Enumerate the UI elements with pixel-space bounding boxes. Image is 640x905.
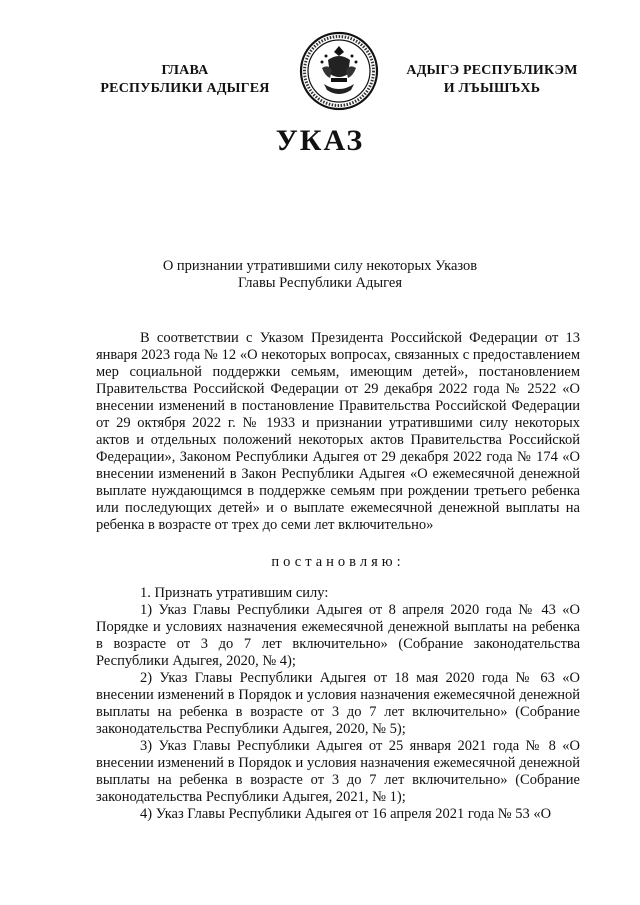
point-1-heading: 1. Признать утратившим силу:: [140, 585, 329, 601]
coat-of-arms-emblem: [298, 30, 380, 112]
header-left-line2: РЕСПУБЛИКИ АДЫГЕЯ: [100, 81, 270, 96]
document-subject: [110, 258, 530, 292]
list-item: 3) Указ Главы Республики Адыгея от 25 января 2021 года № 8 «О внесении изменений в Порядок и условия назначения ежемесячной денежной выплаты на ребенка в возрасте от 3 до 7 лет включительно» (Собрание законодательства Республики Адыгея, 2021, № 1);: [96, 738, 580, 805]
header-right-line1: АДЫГЭ РЕСПУБЛИКЭМ: [406, 63, 578, 78]
header-left: [70, 62, 300, 98]
header-right: [392, 62, 592, 98]
subject-line2: Главы Республики Адыгея: [238, 275, 402, 291]
header-right-line2: И ЛЪЫШЪХЬ: [443, 81, 541, 96]
decree-word: постановляю:: [271, 554, 405, 570]
preamble-paragraph: В соответствии с Указом Президента Российской Федерации от 13 января 2023 года № 12 «О некоторых вопросах, связанных с предоставлением мер социальной поддержки семьям, имеющим детей», постановлением Правительства Российской Федерации от 29 декабря 2022 года № 2522 «О внесении изменений в постановление Правительства Российской Федерации от 29 октября 2022 г. № 1933 и признании утратившими силу некоторых актов и отдельных положений некоторых актов Правительства Российской Федерации», Законом Республики Адыгея от 29 декабря 2022 года № 174 «О внесении изменений в Закон Республики Адыгея «О ежемесячной денежной выплате нуждающимся в поддержке семьям при рождении третьего ребенка или последующих детей» и о выплате ежемесячной денежной выплаты на ребенка в возрасте от трех до семи лет включительно»: [96, 330, 580, 533]
header-left-line1: ГЛАВА: [161, 63, 209, 78]
list-item: 2) Указ Главы Республики Адыгея от 18 мая 2020 года № 63 «О внесении изменений в Порядок и условия назначения ежемесячной денежной выплаты на ребенка в возрасте от 3 до 7 лет включительно» (Собрание законодательства Республики Адыгея, 2020, № 5);: [96, 670, 580, 737]
list-item: 4) Указ Главы Республики Адыгея от 16 апреля 2021 года № 53 «О: [140, 806, 552, 822]
list-item: 1) Указ Главы Республики Адыгея от 8 апреля 2020 года № 43 «О Порядке и условиях назначения ежемесячной денежной выплаты на ребенка в возрасте от 3 до 7 лет включительно» (Собрание законодательства Республики Адыгея, 2020, № 4);: [96, 602, 580, 669]
document-body: [96, 330, 580, 823]
document-title: УКАЗ: [275, 124, 365, 157]
subject-line1: О признании утратившими силу некоторых Указов: [162, 258, 478, 274]
